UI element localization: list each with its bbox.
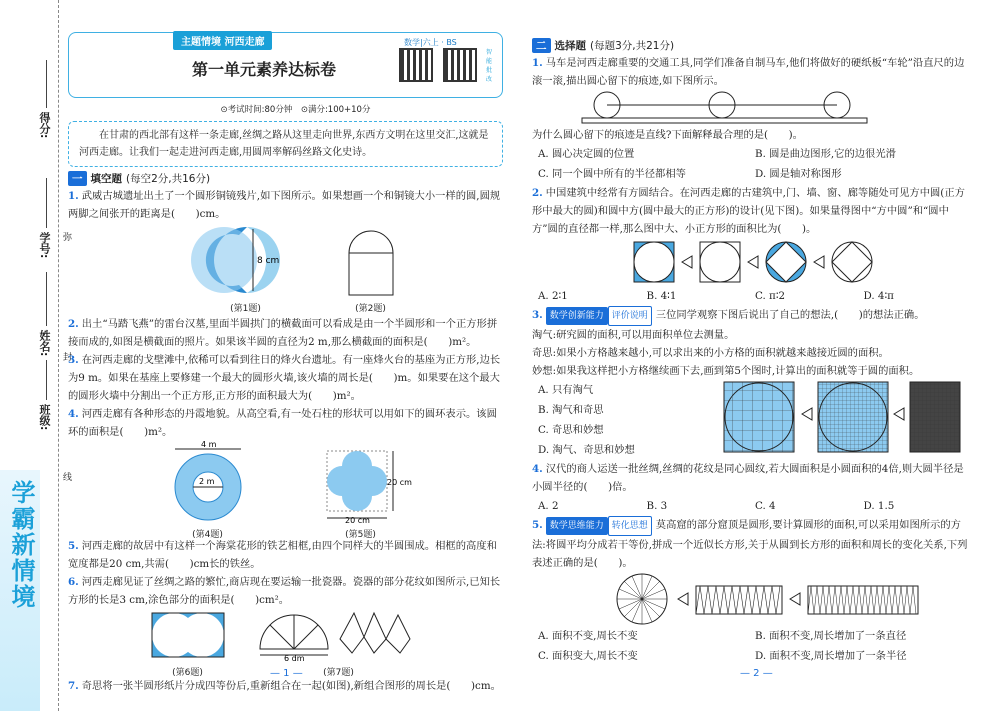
choice-question-3: 3. 数学创新能力 评价说明 三位同学观察下图后说出了自己的想法,( )的想法正确。 <box>532 306 972 326</box>
intro-box: 在甘肃的西北部有这样一条走廊,丝绸之路从这里走向世界,东西方文明在这里交汇,这就是河西走廊。让我们一起走进河西走廊,用圆周率解码丝路文化史诗。 <box>68 121 503 167</box>
page-1 <box>68 32 503 695</box>
ring-figure: 4 m 2 m (第4题) <box>163 441 253 537</box>
arch-figure: (第2题) <box>341 223 401 315</box>
class-label: 班级: <box>38 404 51 431</box>
semicircle-figure: 6 dm (第7题) <box>254 609 424 677</box>
scan-label: 智能批改 <box>486 49 493 83</box>
page-number-1: — 1 — <box>270 668 303 679</box>
grade-label: 数学|六上 · BS <box>404 38 457 47</box>
svg-text:6 dm: 6 dm <box>283 654 305 663</box>
grid-circle-figure <box>722 380 962 454</box>
page-number-2: — 2 — <box>740 668 773 679</box>
choice-2-options: A. 2∶1 B. 4∶1 C. π∶2 D. 4∶π <box>538 290 894 302</box>
student-id-label: 学号: <box>38 232 51 259</box>
choice-4-options: A. 2 B. 3 C. 4 D. 1.5 <box>538 500 895 512</box>
qr-code-icon[interactable] <box>399 48 433 82</box>
wheel-rolling-figure <box>532 90 972 126</box>
flower-frame-figure: 20 cm 20 cm (第5题) <box>313 441 409 537</box>
exam-info: ⊙考试时间:80分钟 ⊙满分:100+10分 <box>220 105 371 115</box>
circle-to-rectangle-figure <box>532 572 972 626</box>
question-5: 5. 河西走廊的故居中有这样一个海棠花形的铁艺相框,由四个同样大的半圆围成。相框的高度和宽度都是20 cm,共需( )cm长的铁丝。 <box>68 540 497 570</box>
svg-text:20 cm: 20 cm <box>344 516 370 525</box>
theme-tag: 主题情境 河西走廊 <box>173 31 272 50</box>
porcelain-pattern-figure: (第6题) <box>148 609 228 677</box>
question-4: 4. 河西走廊有各种形态的丹霞地貌。从高空看,有一处石柱的形状可以用如下的圆环表示。该圆环的面积是( )m²。 <box>68 408 497 438</box>
cut-line <box>58 0 59 711</box>
question-1: 1. 武威古城遗址出土了一个圆形铜镜残片,如下图所示。如果想画一个和铜镜大小一样的圆,圆规两脚之间张开的距离是( )cm。 <box>68 190 501 220</box>
name-label: 姓名: <box>38 330 51 357</box>
svg-text:8 cm: 8 cm <box>256 256 279 266</box>
exam-header <box>68 32 503 98</box>
question-7: 7. 奇思将一张半圆形纸片分成四等份后,重新组合在一起(如图),新组合图形的周长是( )cm。 <box>68 680 501 692</box>
choice-question-1: 1. 马车是河西走廊重要的交通工具,同学们准备自制马车,他们将做好的硬纸板“车轮”沿直尺的边滚一滚,描出圆心留下的痕迹,如下图所示。 <box>532 57 965 87</box>
section-choice: 二 选择题 (每题3分,共21分) <box>532 38 972 53</box>
score-label: 得分: <box>38 112 51 139</box>
mirror-figure: 8 cm (第1题) <box>191 223 301 315</box>
svg-text:2 m: 2 m <box>198 477 214 486</box>
page-title: 第一单元素养达标卷 <box>191 60 336 79</box>
binding-margin: 得分: 学号: 姓名: 班级: 弥 封 线 学霸新情境 <box>0 0 62 711</box>
question-3: 3. 在河西走廊的戈壁滩中,依稀可以看到往日的烽火台遗址。有一座烽火台的基座为正方形,边长为9 m。如果在基座上要修建一个最大的圆形火墙,该火墙的周长是( )m。如果要在这个最大的圆形火墙中分割出一个正方形,正方形的面积最大为( )m²。 <box>68 354 501 402</box>
choice-question-5: 5. 数学思维能力 转化思想 莫高窟的部分窟顶是圆形,要计算圆形的面积,可以采用如图所示的方法:将圆平均分成若干等份,拼成一个近似长方形,关于从圆到长方形的面积和周长的变化关系,下列表述正确的是( )。 <box>532 516 972 572</box>
choice-question-2: 2. 中国建筑中经常有方圆结合。在河西走廊的古建筑中,门、墙、窗、廊等随处可见方中圆(正方形中最大的圆)和圆中方(圆中最大的正方形)的设计(见下图)。如果量得图中“方中圆”和“圆中方”圆的直径都一样,那么图中大、小正方形的面积比为( )。 <box>532 187 965 235</box>
svg-text:4 m: 4 m <box>200 440 216 449</box>
section-fill-blank: 一 填空题 (每空2分,共16分) <box>68 171 503 186</box>
brand-logo: 学霸新情境 <box>7 480 35 610</box>
square-circle-figure <box>532 238 972 286</box>
qr-code-icon[interactable] <box>443 48 477 82</box>
page-2: 二 选择题 (每题3分,共21分) 1. 马车是河西走廊重要的交通工具,同学们准备自制马车,他们将做好的硬纸板“车轮”沿直尺的边滚一滚,描出圆心留下的痕迹,如下图所示。 为什么圆心留下的痕迹是直线?下面解释最合理的是( )。 A. 圆心决定圆的位置 B. 圆是曲边图形,它的边很光滑 C. 同一个圆中所有的半径都相等 D. 圆是轴对称图形 2. 中国建筑中经常有方圆结合。在河西走廊的古建筑中,门、墙、窗、廊等随处可见方中圆(正方形中最大的圆)和圆中方(圆中最大的正方形)的设计(见下图)。如果量得图中“方中圆”和“圆中方”圆的直径都一样,那么图中大、小正方形的面积比为( )。 A. 2∶1 B. 4∶1 C. π∶2 D. 4∶π 3. 数学创新能力 评价说明 三位同学观察下图后说出了自己的想法,( )的想法正确。 淘气:研究圆的面积,可以用面积单位去测量。 奇思:如果小方格越来越小,可以求出来的小方格的面积就越来越接近圆的面积。 妙想:如果我这样把小方格继续画下去,画到第5个图时,计算出的面积就等于圆的面积。 A. 只有淘气 B. 淘气和奇思 C. 奇思和妙想 D. 淘气、奇思和妙想 4. 汉代的商人运送一批丝绸,丝绸的花纹是同心圆纹,若大圆面积是小圆面积的4倍,则大圆半径是小圆半径的( )倍。 A. 2 B. 3 C. 4 D. 1.5 5. 数学思维能力 转化思想 莫高窟的部分窟顶是圆形,要计算圆形的面积,可以采用如图所示的方法:将圆平均分成若干等份,拼成一个近似长方形,关于从圆到长方形的面积和周长的变化关系,下列表述正确的是( )。 A. 面积不变,周长不变 B. 面积不变,周长增加了一条直径 C. 面积变大,周长不变 D. 面积不变,周长增加了一条半径 <box>532 32 972 666</box>
choice-3-options: A. 只有淘气 B. 淘气和奇思 C. 奇思和妙想 D. 淘气、奇思和妙想 <box>538 384 635 456</box>
question-6: 6. 河西走廊见证了丝绸之路的繁忙,商店现在要运输一批瓷器。瓷器的部分花纹如图所示,已知长方形的长是3 cm,涂色部分的面积是( )cm²。 <box>68 576 501 606</box>
choice-1-options: A. 圆心决定圆的位置 B. 圆是曲边图形,它的边很光滑 C. 同一个圆中所有的半径都相等 D. 圆是轴对称图形 <box>538 148 896 180</box>
choice-question-4: 4. 汉代的商人运送一批丝绸,丝绸的花纹是同心圆纹,若大圆面积是小圆面积的4倍,则大圆半径是小圆半径的( )倍。 <box>532 463 964 493</box>
choice-5-options: A. 面积不变,周长不变 B. 面积不变,周长增加了一条直径 C. 面积变大,周长不变 D. 面积不变,周长增加了一条半径 <box>538 630 907 662</box>
question-2: 2. 出土“马踏飞燕”的雷台汉墓,里面半圆拱门的横截面可以看成是由一个半圆形和一个正方形拼接而成的,如图是横截面的照片。如果该半圆的直径为2 m,那么横截面的面积是( )m²。 <box>68 318 498 348</box>
svg-text:20 cm: 20 cm <box>386 478 412 487</box>
